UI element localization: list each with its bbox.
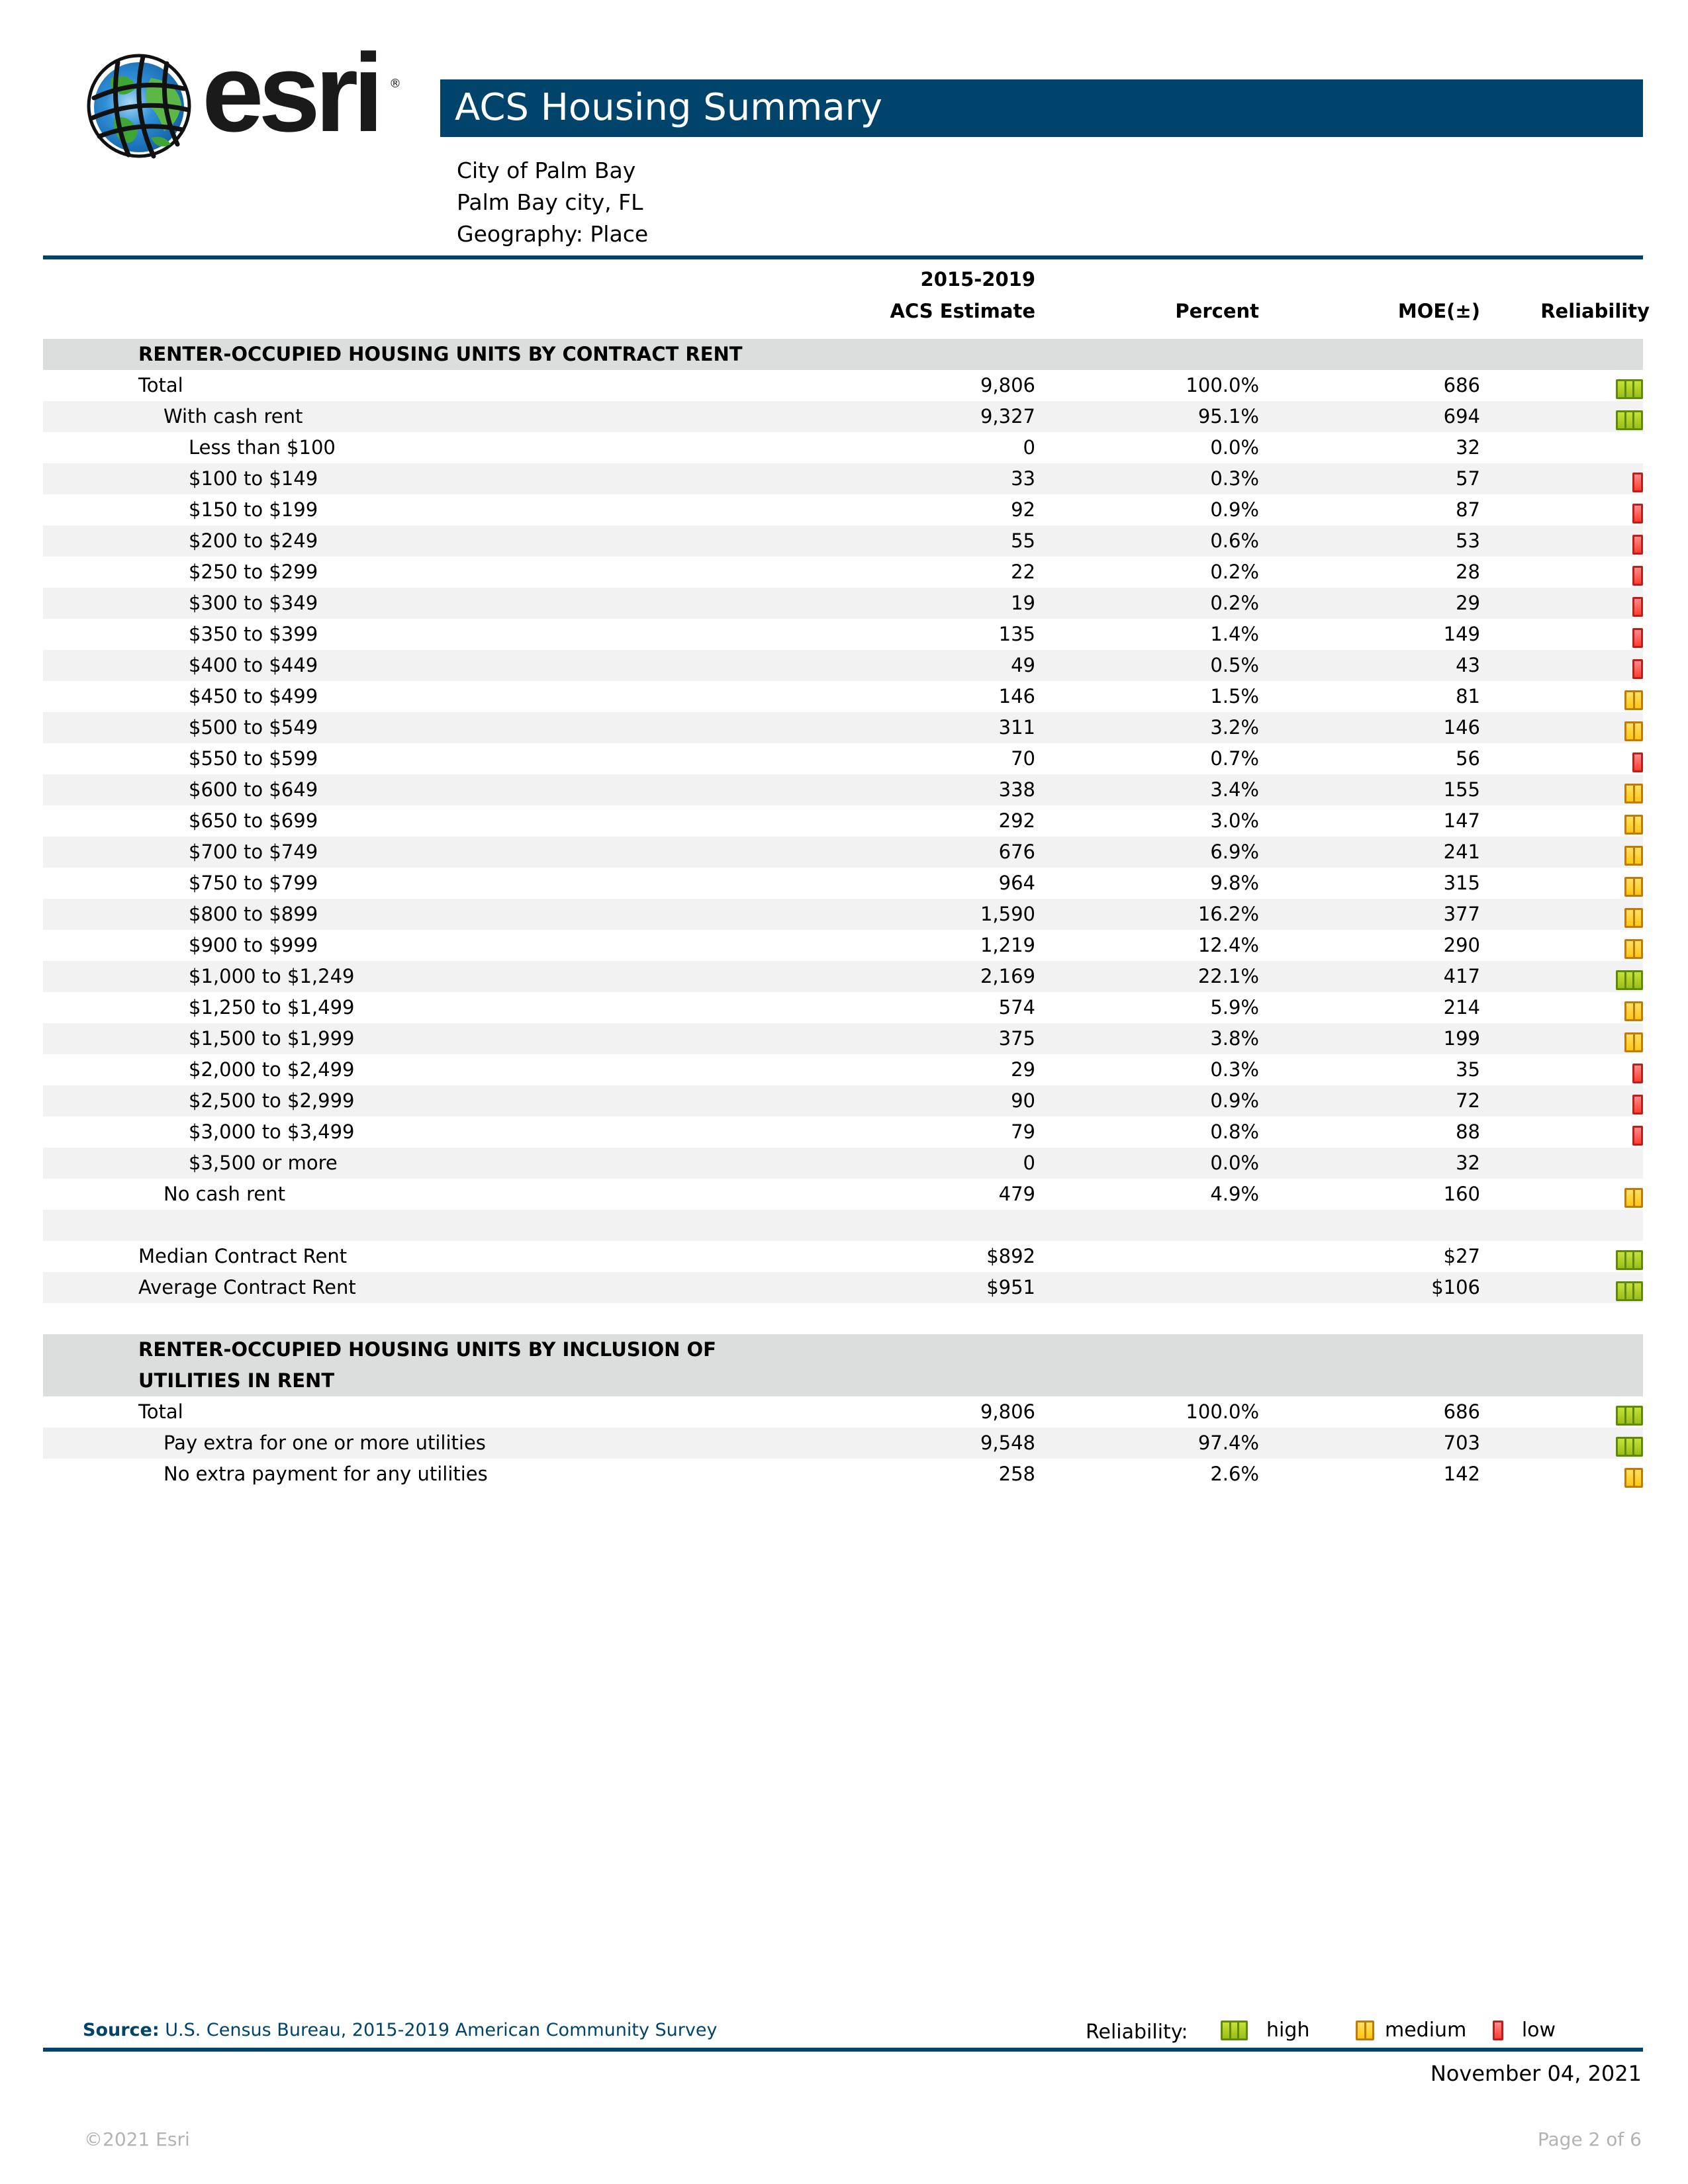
percent: 6.9% [1210, 841, 1259, 863]
column-header-estimate: ACS Estimate [890, 300, 1035, 322]
moe: 417 [1443, 965, 1480, 987]
reliability-low-icon [1632, 659, 1643, 679]
reliability-cell [1614, 1465, 1643, 1485]
acs-estimate: 135 [998, 623, 1035, 645]
section-title-line: RENTER-OCCUPIED HOUSING UNITS BY INCLUSION OF [138, 1338, 716, 1361]
percent: 100.0% [1186, 374, 1259, 396]
globe-icon [85, 52, 193, 160]
table-row [43, 681, 1643, 712]
percent: 0.3% [1210, 1058, 1259, 1081]
area-description: Palm Bay city, FL [457, 189, 643, 215]
reliability-cell [1614, 1030, 1643, 1050]
row-label: Total [138, 1400, 183, 1423]
reliability-medium-icon [1624, 690, 1643, 710]
percent: 5.9% [1210, 996, 1259, 1019]
acs-estimate: 574 [998, 996, 1035, 1019]
percent: 0.7% [1210, 747, 1259, 770]
reliability-cell [1614, 470, 1643, 490]
table-row [43, 712, 1643, 743]
row-label: $1,250 to $1,499 [189, 996, 355, 1019]
acs-estimate: 9,327 [980, 405, 1035, 428]
reliability-cell [1614, 688, 1643, 707]
row-label: $3,000 to $3,499 [189, 1120, 355, 1143]
table-row [43, 1116, 1643, 1148]
acs-estimate: 9,806 [980, 374, 1035, 396]
reliability-high-icon [1616, 379, 1643, 399]
reliability-cell [1614, 968, 1643, 987]
legend-high-label: high [1266, 2019, 1310, 2042]
reliability-high-icon [1221, 2021, 1248, 2040]
reliability-high-icon [1616, 970, 1643, 990]
table-row [43, 1085, 1643, 1116]
legend-item-low [1493, 2017, 1556, 2044]
reliability-cell [1614, 1185, 1643, 1205]
reliability-low-icon [1632, 566, 1643, 586]
table-row [43, 619, 1643, 650]
reliability-cell [1614, 532, 1643, 552]
geography-type: Geography: Place [457, 221, 649, 247]
reliability-medium-icon [1624, 908, 1643, 928]
reliability-cell [1614, 657, 1643, 676]
reliability-medium-icon [1624, 721, 1643, 741]
reliability-medium-icon [1624, 784, 1643, 803]
acs-estimate: 964 [998, 872, 1035, 894]
reliability-cell [1614, 563, 1643, 583]
percent: 4.9% [1210, 1183, 1259, 1205]
reliability-cell [1614, 843, 1643, 863]
moe: $27 [1443, 1245, 1480, 1267]
reliability-low-icon [1632, 628, 1643, 648]
data-table [43, 339, 1643, 1490]
registered-mark: ® [389, 77, 401, 91]
table-row [43, 494, 1643, 525]
footer-divider [43, 2048, 1643, 2052]
row-label: $150 to $199 [189, 498, 318, 521]
reliability-cell [1614, 439, 1643, 459]
row-label: $2,000 to $2,499 [189, 1058, 355, 1081]
row-label: Median Contract Rent [138, 1245, 348, 1267]
section-title: RENTER-OCCUPIED HOUSING UNITS BY CONTRACT RENT [138, 343, 743, 365]
reliability-cell [1614, 377, 1643, 396]
reliability-legend [1086, 2017, 1556, 2046]
percent: 0.9% [1210, 1089, 1259, 1112]
reliability-cell [1614, 1216, 1643, 1236]
title-bar [440, 79, 1643, 137]
reliability-low-icon [1632, 1126, 1643, 1146]
percent: 3.2% [1210, 716, 1259, 739]
percent: 0.0% [1210, 1152, 1259, 1174]
table-row [43, 1148, 1643, 1179]
reliability-low-icon [1632, 473, 1643, 492]
table-row [43, 432, 1643, 463]
table-row [43, 463, 1643, 494]
moe: 53 [1456, 529, 1480, 552]
reliability-high-icon [1616, 1281, 1643, 1301]
moe: 87 [1456, 498, 1480, 521]
row-label: $700 to $749 [189, 841, 318, 863]
table-row [43, 961, 1643, 992]
row-label: Total [138, 374, 183, 396]
row-label: $650 to $699 [189, 809, 318, 832]
row-label: $750 to $799 [189, 872, 318, 894]
reliability-cell [1614, 1154, 1643, 1174]
row-label: No extra payment for any utilities [164, 1463, 488, 1485]
row-label: $800 to $899 [189, 903, 318, 925]
percent: 0.8% [1210, 1120, 1259, 1143]
reliability-medium-icon [1624, 939, 1643, 959]
row-label: $600 to $649 [189, 778, 318, 801]
reliability-cell [1614, 408, 1643, 428]
acs-estimate: 146 [998, 685, 1035, 707]
row-label: Average Contract Rent [138, 1276, 356, 1298]
table-row [43, 1179, 1643, 1210]
percent: 22.1% [1197, 965, 1259, 987]
moe: 377 [1443, 903, 1480, 925]
table-row [43, 588, 1643, 619]
reliability-cell [1614, 1403, 1643, 1423]
reliability-cell [1614, 1434, 1643, 1454]
row-label: No cash rent [164, 1183, 285, 1205]
moe: 88 [1456, 1120, 1480, 1143]
percent: 3.4% [1210, 778, 1259, 801]
moe: 147 [1443, 809, 1480, 832]
acs-estimate: 19 [1011, 592, 1035, 614]
moe: 56 [1456, 747, 1480, 770]
reliability-high-icon [1616, 1250, 1643, 1270]
row-label: $1,000 to $1,249 [189, 965, 355, 987]
legend-medium-label: medium [1385, 2019, 1467, 2042]
acs-estimate: 292 [998, 809, 1035, 832]
reliability-cell [1614, 750, 1643, 770]
area-name: City of Palm Bay [457, 158, 636, 183]
moe: 32 [1456, 436, 1480, 459]
reliability-cell [1614, 719, 1643, 739]
row-label: $300 to $349 [189, 592, 318, 614]
table-row [43, 525, 1643, 557]
moe: 35 [1456, 1058, 1480, 1081]
acs-estimate: 258 [998, 1463, 1035, 1485]
reliability-medium-icon [1624, 877, 1643, 897]
section-header [43, 339, 1643, 370]
percent: 0.2% [1210, 561, 1259, 583]
moe: 149 [1443, 623, 1480, 645]
logo-wordmark: esri [202, 30, 379, 155]
reliability-medium-icon [1624, 1188, 1643, 1208]
header-divider [43, 255, 1643, 259]
percent: 3.0% [1210, 809, 1259, 832]
table-row [43, 1272, 1643, 1303]
reliability-cell [1614, 1123, 1643, 1143]
table-row [43, 805, 1643, 837]
reliability-low-icon [1632, 535, 1643, 555]
reliability-high-icon [1616, 1406, 1643, 1426]
table-row [43, 1023, 1643, 1054]
moe: 81 [1456, 685, 1480, 707]
reliability-low-icon [1632, 597, 1643, 617]
copyright: ©2021 Esri [84, 2128, 190, 2150]
acs-estimate: 311 [998, 716, 1035, 739]
column-header-percent: Percent [1175, 300, 1259, 322]
moe: 199 [1443, 1027, 1480, 1050]
source-label: Source: [83, 2020, 160, 2040]
source-text: U.S. Census Bureau, 2015-2019 American Community Survey [165, 2020, 718, 2040]
reliability-cell [1614, 625, 1643, 645]
percent: 0.9% [1210, 498, 1259, 521]
reliability-cell [1614, 812, 1643, 832]
report-title: ACS Housing Summary [455, 86, 882, 129]
acs-estimate: 338 [998, 778, 1035, 801]
row-label: $200 to $249 [189, 529, 318, 552]
reliability-cell [1614, 594, 1643, 614]
reliability-cell [1614, 781, 1643, 801]
acs-estimate: 92 [1011, 498, 1035, 521]
percent: 97.4% [1197, 1432, 1259, 1454]
reliability-cell [1614, 501, 1643, 521]
reliability-cell [1614, 1248, 1643, 1267]
reliability-cell [1614, 999, 1643, 1019]
reliability-cell [1614, 1061, 1643, 1081]
moe: 160 [1443, 1183, 1480, 1205]
moe: 72 [1456, 1089, 1480, 1112]
table-row [43, 370, 1643, 401]
reliability-medium-icon [1356, 2021, 1374, 2040]
acs-estimate: 1,219 [980, 934, 1035, 956]
reliability-cell [1614, 1279, 1643, 1298]
reliability-medium-icon [1624, 1468, 1643, 1488]
row-label: $1,500 to $1,999 [189, 1027, 355, 1050]
section-header [43, 1334, 1643, 1396]
percent: 1.5% [1210, 685, 1259, 707]
moe: 142 [1443, 1463, 1480, 1485]
row-label: $500 to $549 [189, 716, 318, 739]
row-label: $400 to $449 [189, 654, 318, 676]
percent: 0.2% [1210, 592, 1259, 614]
legend-label: Reliability: [1086, 2021, 1188, 2044]
moe: 694 [1443, 405, 1480, 428]
acs-estimate: 676 [998, 841, 1035, 863]
moe: 57 [1456, 467, 1480, 490]
row-label: $900 to $999 [189, 934, 318, 956]
row-label: $2,500 to $2,999 [189, 1089, 355, 1112]
percent: 0.5% [1210, 654, 1259, 676]
section-title-line: UTILITIES IN RENT [138, 1369, 335, 1392]
moe: $106 [1431, 1276, 1480, 1298]
moe: 686 [1443, 374, 1480, 396]
column-header-reliability: Reliability [1540, 300, 1650, 322]
esri-logo [85, 30, 402, 161]
acs-estimate: 33 [1011, 467, 1035, 490]
moe: 29 [1456, 592, 1480, 614]
moe: 28 [1456, 561, 1480, 583]
reliability-high-icon [1616, 1437, 1643, 1457]
legend-low-label: low [1521, 2019, 1556, 2042]
row-label: Less than $100 [189, 436, 336, 459]
column-header-estimate-years: 2015-2019 [920, 268, 1035, 291]
table-row [43, 1054, 1643, 1085]
percent: 3.8% [1210, 1027, 1259, 1050]
reliability-medium-icon [1624, 1001, 1643, 1021]
percent: 2.6% [1210, 1463, 1259, 1485]
moe: 315 [1443, 872, 1480, 894]
reliability-cell [1614, 936, 1643, 956]
row-label: $250 to $299 [189, 561, 318, 583]
moe: 703 [1443, 1432, 1480, 1454]
table-row [43, 1459, 1643, 1490]
table-row [43, 1210, 1643, 1241]
percent: 0.0% [1210, 436, 1259, 459]
reliability-cell [1614, 1092, 1643, 1112]
percent: 0.3% [1210, 467, 1259, 490]
row-label: $100 to $149 [189, 467, 318, 490]
table-row [43, 557, 1643, 588]
acs-estimate: 70 [1011, 747, 1035, 770]
row-label: Pay extra for one or more utilities [164, 1432, 486, 1454]
percent: 0.6% [1210, 529, 1259, 552]
reliability-medium-icon [1624, 815, 1643, 835]
moe: 43 [1456, 654, 1480, 676]
acs-estimate: 22 [1011, 561, 1035, 583]
reliability-low-icon [1632, 1095, 1643, 1115]
report-date: November 04, 2021 [1430, 2061, 1642, 2086]
percent: 95.1% [1197, 405, 1259, 428]
table-row [43, 774, 1643, 805]
row-label: $450 to $499 [189, 685, 318, 707]
table-row [43, 1428, 1643, 1459]
percent: 12.4% [1197, 934, 1259, 956]
row-label: $550 to $599 [189, 747, 318, 770]
reliability-cell [1614, 874, 1643, 894]
table-row [43, 837, 1643, 868]
percent: 100.0% [1186, 1400, 1259, 1423]
acs-estimate: 0 [1023, 436, 1035, 459]
moe: 32 [1456, 1152, 1480, 1174]
reliability-high-icon [1616, 410, 1643, 430]
table-row [43, 930, 1643, 961]
acs-estimate: 2,169 [980, 965, 1035, 987]
moe: 686 [1443, 1400, 1480, 1423]
table-row [43, 401, 1643, 432]
acs-estimate: 9,806 [980, 1400, 1035, 1423]
acs-estimate: 49 [1011, 654, 1035, 676]
acs-estimate: 90 [1011, 1089, 1035, 1112]
column-header-moe: MOE(±) [1397, 300, 1480, 322]
acs-estimate: $951 [986, 1276, 1035, 1298]
table-row [43, 868, 1643, 899]
acs-estimate: 1,590 [980, 903, 1035, 925]
page-number: Page 2 of 6 [1537, 2128, 1642, 2150]
legend-item-high [1221, 2017, 1309, 2044]
table-row [43, 1396, 1643, 1428]
moe: 155 [1443, 778, 1480, 801]
reliability-low-icon [1493, 2021, 1503, 2040]
acs-estimate: 79 [1011, 1120, 1035, 1143]
percent: 16.2% [1197, 903, 1259, 925]
table-row [43, 899, 1643, 930]
legend-item-medium [1356, 2017, 1466, 2044]
section-spacer [43, 1303, 1643, 1334]
moe: 290 [1443, 934, 1480, 956]
moe: 241 [1443, 841, 1480, 863]
row-label: $3,500 or more [189, 1152, 338, 1174]
reliability-medium-icon [1624, 846, 1643, 866]
reliability-cell [1614, 905, 1643, 925]
percent: 9.8% [1210, 872, 1259, 894]
reliability-medium-icon [1624, 1032, 1643, 1052]
acs-estimate: $892 [986, 1245, 1035, 1267]
table-row [43, 743, 1643, 774]
acs-estimate: 0 [1023, 1152, 1035, 1174]
table-row [43, 1241, 1643, 1272]
acs-estimate: 479 [998, 1183, 1035, 1205]
acs-estimate: 29 [1011, 1058, 1035, 1081]
reliability-low-icon [1632, 504, 1643, 523]
percent: 1.4% [1210, 623, 1259, 645]
source-note [83, 2020, 717, 2040]
reliability-low-icon [1632, 1064, 1643, 1083]
table-row [43, 650, 1643, 681]
moe: 146 [1443, 716, 1480, 739]
acs-estimate: 375 [998, 1027, 1035, 1050]
acs-estimate: 55 [1011, 529, 1035, 552]
row-label: $350 to $399 [189, 623, 318, 645]
row-label: With cash rent [164, 405, 303, 428]
moe: 214 [1443, 996, 1480, 1019]
reliability-low-icon [1632, 752, 1643, 772]
table-row [43, 992, 1643, 1023]
acs-estimate: 9,548 [980, 1432, 1035, 1454]
